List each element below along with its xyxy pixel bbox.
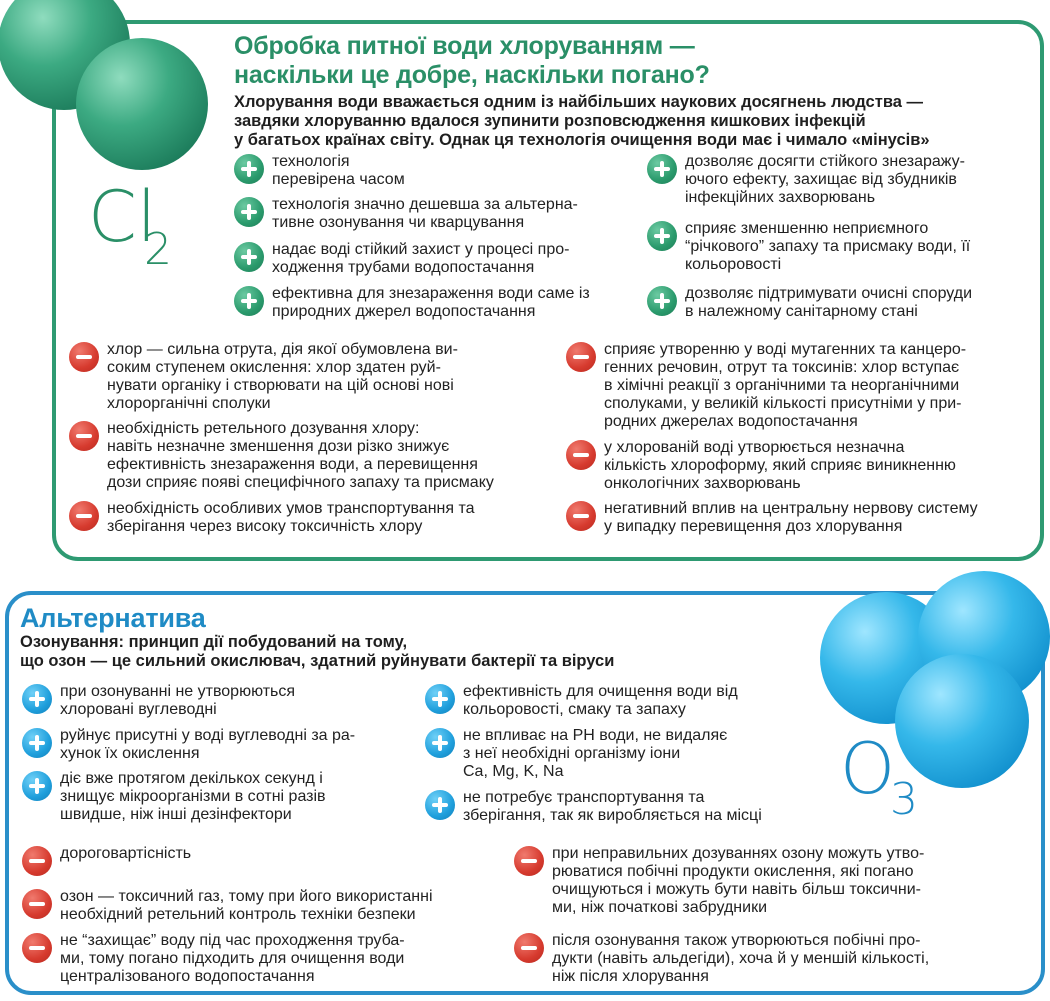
plus-icon [647, 154, 677, 184]
ozone-pro-item [22, 683, 412, 719]
chlorine-pro-text: дозволяє досягти стійкого знезаражу- ючого ефекту, захищає від збудників інфекційних захворювань [685, 153, 965, 206]
chlorine-con-text: негативний вплив на центральну нервову систему у випадку перевищення доз хлорування [604, 500, 978, 535]
ozone-pro-text: не потребує транспортування та зберігання, так як виробляється на місці [463, 789, 762, 824]
minus-icon [566, 440, 596, 470]
plus-icon [22, 771, 52, 801]
chlorine-pro-text: технологія значно дешевша за альтерна- тивне озонування чи кварцування [272, 196, 578, 231]
chlorine-con-item [69, 420, 549, 492]
ozone-pro-text: ефективність для очищення води від кольоровості, смаку та запаху [463, 683, 738, 718]
ozone-con-item [22, 932, 502, 986]
minus-icon [69, 421, 99, 451]
chlorine-formula [88, 176, 172, 275]
chlorine-con-item [69, 500, 549, 536]
ozone-con-item [514, 932, 1014, 986]
ozone-pro-item [425, 789, 815, 825]
chlorine-pro-item [647, 220, 1027, 274]
ozone-header [20, 603, 820, 671]
plus-icon [425, 790, 455, 820]
ozone-con-text: не “захищає” воду під час проходження труба- ми, тому погано підходить для очищення води централізованого водопостачання [60, 932, 405, 985]
chlorine-con-text: у хлорованій воді утворюється незначна кількість хлороформу, який сприяє виникненню онкологічних захворювань [604, 439, 956, 492]
ozone-formula-symbol: O [840, 728, 896, 810]
ozone-con-item [22, 888, 502, 924]
chlorine-con-text: необхідність ретельного дозування хлору: навіть незначне зменшення дози різко знижує ефективність знезараження води, а перевищення дози сприяє появі специфічного запаху та присмаку [107, 420, 494, 491]
chlorine-con-item [69, 341, 549, 413]
ozone-con-item [22, 845, 502, 876]
ozone-con-text: при неправильних дозуваннях озону можуть утво- рюватися побічні продукти окислення, які погано очищуються і можуть бути навіть більш токсични- ми, ніж початкові забрудники [552, 845, 925, 916]
ozone-pro-item [425, 727, 815, 781]
chlorine-pro-text: сприяє зменшенню неприємного “річкового” запаху та присмаку води, її кольоровості [685, 220, 971, 273]
ozone-molecule-atom-3 [895, 654, 1029, 788]
minus-icon [22, 933, 52, 963]
plus-icon [647, 221, 677, 251]
chlorine-pro-item [234, 285, 614, 321]
ozone-pro-item [22, 770, 412, 824]
chlorine-formula-subscript: 2 [144, 224, 172, 275]
chlorine-molecule-atom-2 [76, 38, 208, 170]
plus-icon [234, 197, 264, 227]
chlorine-title-line-2: наскільки це добре, наскільки погано? [234, 61, 710, 89]
ozone-pro-text: діє вже протягом декількох секунд і знищує мікроорганізми в сотні разів швидше, ніж інші дезінфектори [60, 770, 326, 823]
chlorine-pro-item [647, 153, 1027, 207]
ozone-con-text: після озонування також утворюються побічні про- дукти (навіть альдегіди), хоча й у меншій кількості, ніж після хлорування [552, 932, 930, 985]
plus-icon [425, 684, 455, 714]
chlorine-intro-line: Хлорування води вважається одним із найбільших наукових досягнень людства — [234, 93, 924, 111]
minus-icon [566, 501, 596, 531]
chlorine-pro-text: ефективна для знезараження води саме із природних джерел водопостачання [272, 285, 590, 320]
minus-icon [22, 846, 52, 876]
ozone-title: Альтернатива [20, 603, 206, 633]
chlorine-pro-item [234, 196, 614, 232]
ozone-pro-text: руйнує присутні у воді вуглеводні за ра- хунок їх окислення [60, 727, 356, 762]
plus-icon [234, 154, 264, 184]
minus-icon [22, 889, 52, 919]
chlorine-con-text: хлор — сильна отрута, дія якої обумовлена ви- соким ступенем окислення: хлор здатен руй- нувати органіку і створювати на цій основі нові хлорорганічні сполуки [107, 341, 458, 412]
chlorine-intro-line: у багатьох країнах світу. Однак ця технологія очищення води має і чимало «мінусів» [234, 131, 930, 149]
chlorine-formula-symbol: Cl [88, 176, 157, 258]
minus-icon [514, 846, 544, 876]
ozone-formula-subscript: 3 [890, 774, 918, 825]
plus-icon [22, 728, 52, 758]
ozone-intro-line: Озонування: принцип дії побудований на тому, [20, 633, 408, 651]
ozone-pro-text: при озонуванні не утворюються хлоровані вуглеводні [60, 683, 296, 718]
ozone-con-text: дороговартісність [60, 845, 192, 862]
chlorine-con-item [566, 500, 1036, 536]
plus-icon [234, 242, 264, 272]
plus-icon [234, 286, 264, 316]
minus-icon [566, 342, 596, 372]
chlorine-con-text: сприяє утворенню у воді мутагенних та канцеро- генних речовин, отрут та токсинів: хлор вступає в хімічні реакції з органічними та неорганічними сполуками, у великій кількості присутніми у при- родних джерелах водопостачання [604, 341, 967, 430]
plus-icon [425, 728, 455, 758]
chlorine-header [234, 32, 1024, 150]
ozone-con-text: озон — токсичний газ, тому при його використанні необхідний ретельний контроль техніки безпеки [60, 888, 433, 923]
minus-icon [69, 342, 99, 372]
minus-icon [514, 933, 544, 963]
chlorine-con-item [566, 439, 1036, 493]
chlorine-title-line-1: Обробка питної води хлоруванням — [234, 32, 695, 60]
chlorine-con-item [566, 341, 1036, 431]
minus-icon [69, 501, 99, 531]
ozone-pro-item [22, 727, 412, 763]
plus-icon [647, 286, 677, 316]
ozone-pro-item [425, 683, 815, 719]
chlorine-pro-text: дозволяє підтримувати очисні споруди в належному санітарному стані [685, 285, 973, 320]
plus-icon [22, 684, 52, 714]
ozone-intro-line: що озон — це сильний окислювач, здатний руйнувати бактерії та віруси [20, 652, 615, 670]
chlorine-pro-text: надає воді стійкий захист у процесі про- ходження трубами водопостачання [272, 241, 570, 276]
ozone-formula [840, 728, 918, 825]
ozone-pro-text: не впливає на РН води, не видаляє з неї необхідні організму іони Ca, Mg, K, Na [463, 727, 728, 780]
chlorine-intro-line: завдяки хлоруванню вдалося зупинити розповсюдження кишкових інфекцій [234, 112, 866, 130]
ozone-con-item [514, 845, 1014, 917]
chlorine-pro-text: технологія перевірена часом [272, 153, 405, 188]
chlorine-con-text: необхідність особливих умов транспортування та зберігання через високу токсичність хлору [107, 500, 475, 535]
chlorine-pro-item [647, 285, 1027, 321]
chlorine-pro-item [234, 153, 614, 189]
chlorine-pro-item [234, 241, 614, 277]
